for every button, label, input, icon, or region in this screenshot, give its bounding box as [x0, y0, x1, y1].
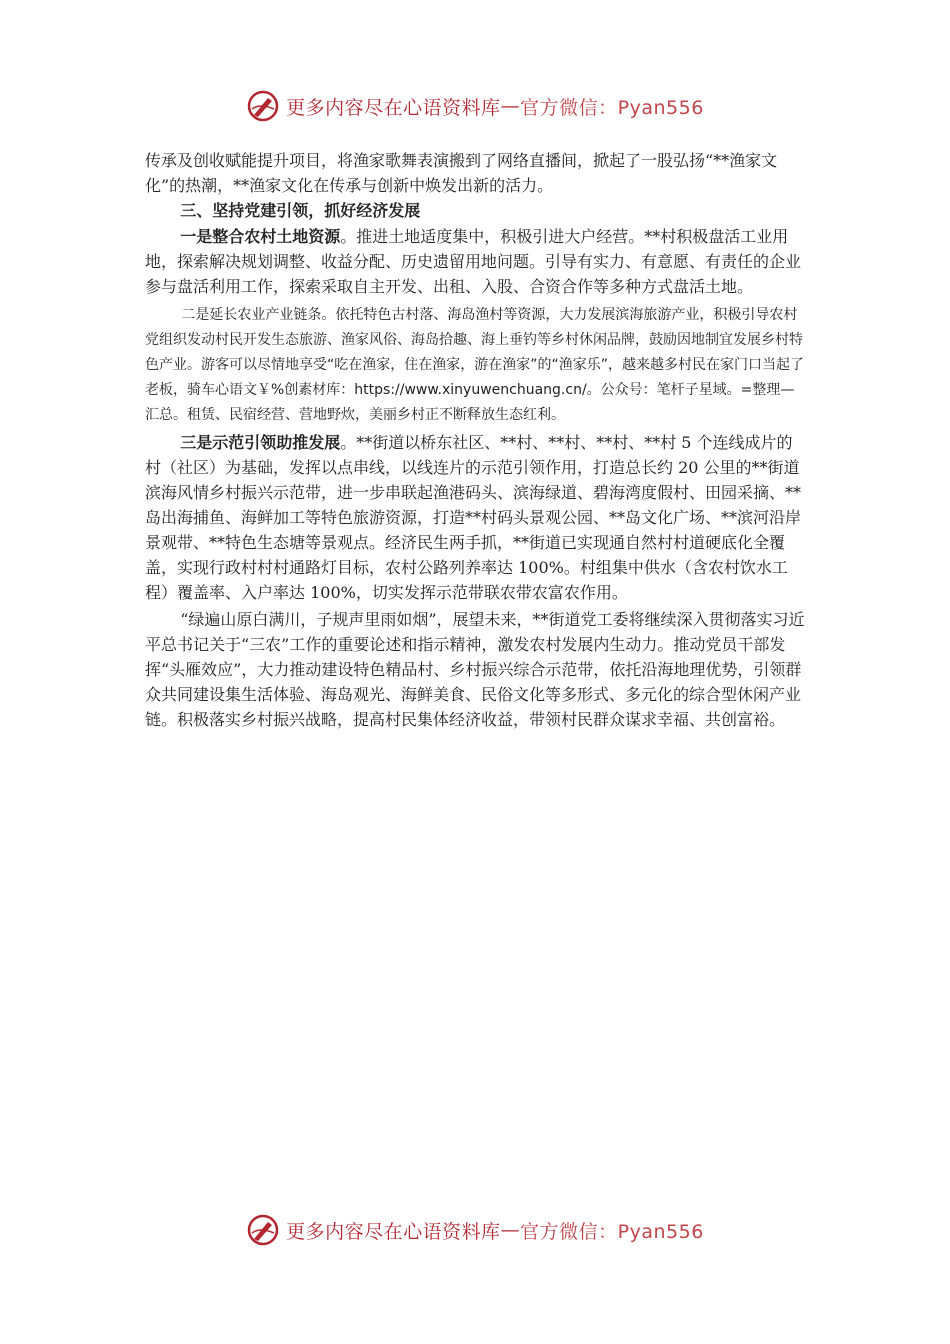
footer-wechat: 官方微信：Pyan556 — [520, 1220, 704, 1243]
item-3-lead: 三是示范引领助推发展 — [180, 433, 341, 452]
footer-dash: — — [500, 1219, 521, 1241]
banner-brand: 更多内容尽在心语资料库 — [286, 96, 501, 119]
pen-circle-logo-icon — [246, 1213, 280, 1247]
pen-circle-logo-icon — [246, 89, 280, 123]
paragraph-closing: “绿遍山原白满川，子规声里雨如烟”，展望未来，**街道党工委将继续深入贯彻落实习近平总书记关于“三农”工作的重要论述和指示精神，激发农村发展内生动力。推动党员干部发挥“头雁效应”，大力推动建设特色精品村、乡村振兴综合示范带，依托沿海地理优势，引领群众共同建设集生活体验、海岛观光、海鲜美食、民俗文化等多形式、多元化的综合型休闲产业链。积极落实乡村振兴战略，提高村民集体经济收益，带领村民群众谋求幸福、共创富裕。 — [145, 610, 805, 729]
section-heading: 三、坚持党建引领，抓好经济发展 — [180, 201, 421, 220]
paragraph-item-1 — [145, 224, 805, 299]
header-banner — [0, 84, 950, 128]
footer-banner — [0, 1208, 950, 1252]
document-body — [145, 148, 805, 732]
item-1-lead: 一是整合农村土地资源 — [180, 227, 341, 246]
paragraph-item-2: 二是延长农业产业链条。依托特色古村落、海岛渔村等资源，大力发展滨海旅游产业，积极引导农村党组织发动村民开发生态旅游、渔家风俗、海岛拾趣、海上垂钓等乡村休闲品牌，鼓励因地制宜发展乡村特色产业。游客可以尽情地享受“吃在渔家，住在渔家，游在渔家”的“渔家乐”，越来越多村民在家门口当起了老板，骑车心语文￥%创素材库：https://www.xinyuwenchuang.cn/。公众号：笔杆子星域。=整理—汇总。租赁、民宿经营、营地野炊，美丽乡村正不断释放生态红利。 — [145, 307, 805, 423]
item-3-body: 。**街道以桥东社区、**村、**村、**村、**村 5 个连线成片的村（社区）为基础，发挥以点串线，以线连片的示范引领作用，打造总长约 20 公里的**街道滨海风情乡村振兴示范带，进一步串联起渔港码头、滨海绿道、碧海湾度假村、田园采摘、**岛出海捕鱼、海鲜加工等特色旅游资源，打造**村码头景观公园、**岛文化广场、**滨河沿岸景观带、**特色生态塘等景观点。经济民生两手抓，**街道已实现通自然村村道硬底化全覆盖，实现行政村村村通路灯目标，农村公路列养率达 100%。村组集中供水（含农村饮水工程）覆盖率、入户率达 100%，切实发挥示范带联农带农富农作用。 — [145, 433, 802, 602]
banner-wechat: 官方微信：Pyan556 — [520, 96, 704, 119]
item-1-body: 。推进土地适度集中，积极引进大户经营。**村积极盘活工业用地，探索解决规划调整、收益分配、历史遗留用地问题。引导有实力、有意愿、有责任的企业参与盘活利用工作，探索采取自主开发、出租、入股、合资合作等多种方式盘活土地。 — [145, 227, 802, 296]
paragraph-continuation: 传承及创收赋能提升项目，将渔家歌舞表演搬到了网络直播间，掀起了一股弘扬“**渔家文化”的热潮，**渔家文化在传承与创新中焕发出新的活力。 — [145, 151, 778, 195]
footer-brand: 更多内容尽在心语资料库 — [286, 1220, 501, 1243]
banner-dash: — — [500, 95, 521, 117]
paragraph-item-3 — [145, 430, 805, 605]
